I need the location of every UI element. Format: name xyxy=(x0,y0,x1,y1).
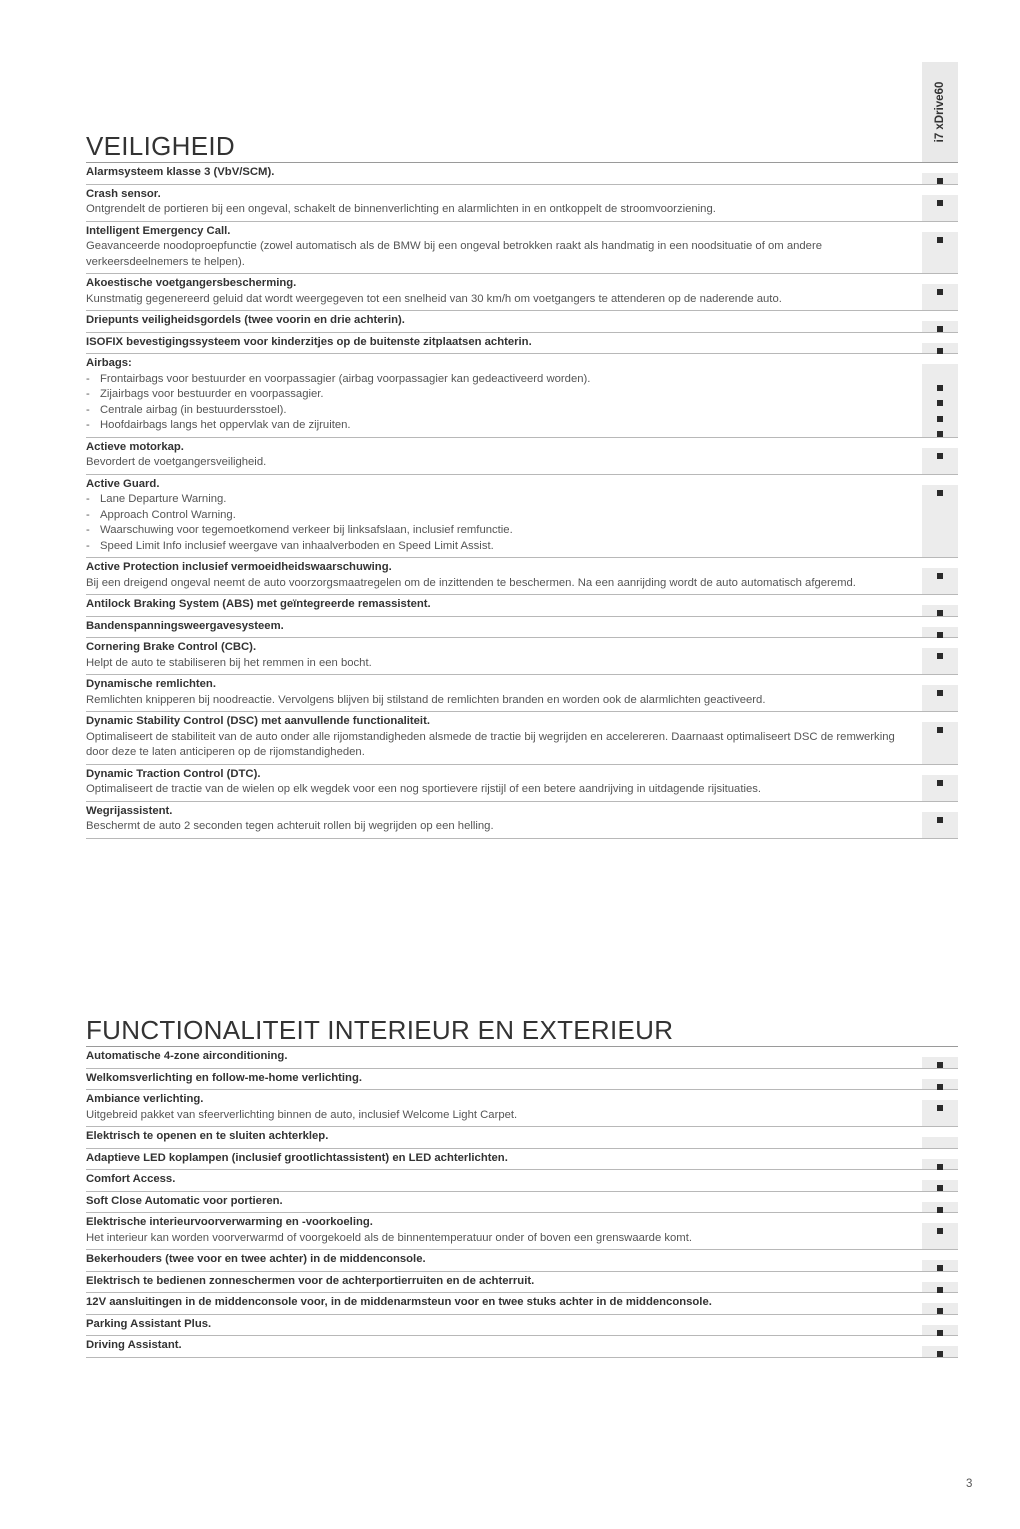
standard-mark xyxy=(937,1105,943,1111)
feature-text xyxy=(86,1293,922,1314)
feature-title: Crash sensor. xyxy=(86,187,161,200)
availability-cell xyxy=(922,802,958,838)
feature-bullet: - Waarschuwing voor tegemoetkomend verkeer bij linksafslaan, inclusief remfunctie. xyxy=(86,524,513,536)
feature-bullet: - Centrale airbag (in bestuurdersstoel). xyxy=(86,403,287,416)
feature-title: Driepunts veiligheidsgordels (twee voorin en drie achterin). xyxy=(86,314,405,326)
section-title: VEILIGHEID xyxy=(86,131,235,161)
section-header xyxy=(86,62,958,163)
feature-title: Soft Close Automatic voor portieren. xyxy=(86,1194,283,1207)
standard-mark xyxy=(937,490,943,496)
bullet-text: Frontairbags voor bestuurder en voorpassagier (airbag voorpassagier kan gedeactiveerd worden). xyxy=(100,372,591,385)
feature-description: Het interieur kan worden voorverwarmd of voorgekoeld als de binnentemperatuur onder of boven een grenswaarde komt. xyxy=(86,1231,692,1244)
standard-mark xyxy=(937,237,943,243)
feature-row xyxy=(86,1127,958,1149)
feature-row xyxy=(86,1250,958,1272)
availability-cell xyxy=(922,333,958,354)
feature-row xyxy=(86,558,958,595)
feature-text xyxy=(86,1170,922,1191)
availability-cell xyxy=(922,1047,958,1068)
standard-mark xyxy=(937,385,943,391)
feature-description: Geavanceerde noodoproepfunctie (zowel automatisch als de BMW bij een ongeval betrokken raakt als handmatig in een noodsituatie of om andere verkeersdeelnemers te helpen). xyxy=(86,240,823,268)
feature-text xyxy=(86,558,922,594)
standard-mark xyxy=(937,453,943,459)
feature-text xyxy=(86,438,922,474)
feature-row xyxy=(86,638,958,675)
feature-row xyxy=(86,1213,958,1250)
availability-cell xyxy=(922,163,958,184)
feature-title: Adaptieve LED koplampen (inclusief grootlichtassistent) en LED achterlichten. xyxy=(86,1151,508,1164)
availability-cell xyxy=(922,475,958,558)
feature-text xyxy=(86,1213,922,1249)
feature-title: Active Guard. xyxy=(86,477,160,490)
feature-title: Active Protection inclusief vermoeidheidswaarschuwing. xyxy=(86,561,392,573)
feature-description: Ontgrendelt de portieren bij een ongeval, schakelt de binnenverlichting en alarmlichten in en ontkoppelt de stroomvoorziening. xyxy=(86,203,716,215)
feature-title: Dynamische remlichten. xyxy=(86,678,216,690)
feature-description: Optimaliseert de stabiliteit van de auto onder alle rijomstandigheden alsmede de tractie bij wegrijden en accelereren. Daarnaast optimaliseert DSC de remwerking door deze te laten anticiperen op de rijomstandigheden. xyxy=(86,730,895,758)
standard-mark xyxy=(937,1351,943,1357)
section-title: FUNCTIONALITEIT INTERIEUR EN EXTERIEUR xyxy=(86,1015,674,1045)
feature-text xyxy=(86,712,922,764)
standard-mark xyxy=(937,1207,943,1213)
standard-mark xyxy=(937,326,943,332)
feature-row xyxy=(86,765,958,802)
feature-description: Uitgebreid pakket van sfeerverlichting binnen de auto, inclusief Welcome Light Carpet. xyxy=(86,1108,518,1121)
feature-title: Bekerhouders (twee voor en twee achter) in de middenconsole. xyxy=(86,1253,426,1265)
standard-mark xyxy=(937,1185,943,1191)
feature-text xyxy=(86,675,922,711)
feature-row xyxy=(86,274,958,311)
bullet-text: Speed Limit Info inclusief weergave van inhaalverboden en Speed Limit Assist. xyxy=(100,539,494,552)
feature-bullet: - Speed Limit Info inclusief weergave van inhaalverboden en Speed Limit Assist. xyxy=(86,539,494,552)
feature-row xyxy=(86,438,958,475)
feature-description: Kunstmatig gegenereerd geluid dat wordt weergegeven tot een snelheid van 30 km/h om voetgangers te attenderen op de naderende auto. xyxy=(86,292,782,305)
feature-description: Bij een dreigend ongeval neemt de auto voorzorgsmaatregelen om de inzittenden te beschermen. Na een aanrijding wordt de auto automatisch afgeremd. xyxy=(86,576,856,589)
feature-text xyxy=(86,1069,922,1090)
feature-text xyxy=(86,1250,922,1271)
feature-title: Automatische 4-zone airconditioning. xyxy=(86,1050,288,1062)
feature-title: Driving Assistant. xyxy=(86,1339,182,1351)
availability-cell xyxy=(922,1069,958,1090)
feature-text xyxy=(86,222,922,274)
availability-cell xyxy=(922,1250,958,1271)
section-veiligheid xyxy=(86,62,958,839)
availability-cell xyxy=(922,1192,958,1213)
availability-cell xyxy=(922,354,958,437)
feature-row xyxy=(86,163,958,185)
standard-mark xyxy=(937,1062,943,1068)
feature-row xyxy=(86,675,958,712)
availability-cell xyxy=(922,438,958,474)
feature-text xyxy=(86,1192,922,1213)
standard-mark xyxy=(937,400,943,406)
feature-title: Wegrijassistent. xyxy=(86,804,173,817)
standard-mark xyxy=(937,690,943,696)
feature-row xyxy=(86,1149,958,1171)
feature-title: Ambiance verlichting. xyxy=(86,1093,204,1105)
standard-mark xyxy=(937,1084,943,1090)
bullet-text: Centrale airbag (in bestuurdersstoel). xyxy=(100,403,287,416)
standard-mark xyxy=(937,1265,943,1271)
feature-bullet: - Zijairbags voor bestuurder en voorpassagier. xyxy=(86,388,324,400)
standard-mark xyxy=(937,1308,943,1314)
feature-bullet: - Frontairbags voor bestuurder en voorpassagier (airbag voorpassagier kan gedeactiveerd worden). xyxy=(86,372,591,385)
feature-row xyxy=(86,1293,958,1315)
availability-cell xyxy=(922,1315,958,1336)
feature-row xyxy=(86,1047,958,1069)
availability-cell xyxy=(922,1127,958,1148)
model-column-header xyxy=(922,62,958,162)
standard-mark xyxy=(937,200,943,206)
availability-cell xyxy=(922,185,958,221)
standard-mark xyxy=(937,178,943,184)
standard-mark xyxy=(937,780,943,786)
feature-title: ISOFIX bevestigingssysteem voor kinderzitjes op de buitenste zitplaatsen achterin. xyxy=(86,335,532,348)
feature-row xyxy=(86,475,958,559)
feature-row xyxy=(86,1069,958,1091)
feature-text xyxy=(86,185,922,221)
feature-title: Parking Assistant Plus. xyxy=(86,1317,212,1330)
feature-text xyxy=(86,617,922,638)
feature-list xyxy=(86,163,958,839)
feature-text xyxy=(86,802,922,838)
feature-title: Bandenspanningsweergavesysteem. xyxy=(86,619,284,632)
section-header xyxy=(86,1002,958,1047)
availability-cell xyxy=(922,617,958,638)
standard-mark xyxy=(937,573,943,579)
feature-row xyxy=(86,1336,958,1358)
feature-title: Akoestische voetgangersbescherming. xyxy=(86,277,297,289)
availability-cell xyxy=(922,1293,958,1314)
standard-mark xyxy=(937,632,943,638)
feature-title: Alarmsysteem klasse 3 (VbV/SCM). xyxy=(86,166,275,178)
feature-row xyxy=(86,1090,958,1127)
feature-text xyxy=(86,595,922,616)
feature-title: Airbags: xyxy=(86,357,132,369)
standard-mark xyxy=(937,1287,943,1293)
standard-mark xyxy=(937,1330,943,1336)
feature-text xyxy=(86,354,922,437)
feature-description: Remlichten knipperen bij noodreactie. Vervolgens blijven bij stilstand de remlichten branden en worden ook de alarmlichten geactiveerd. xyxy=(86,693,766,706)
feature-title: Welkomsverlichting en follow-me-home verlichting. xyxy=(86,1071,362,1084)
bullet-text: Hoofdairbags langs het oppervlak van de zijruiten. xyxy=(100,419,351,431)
feature-text xyxy=(86,163,922,184)
availability-cell xyxy=(922,712,958,764)
standard-mark xyxy=(937,727,943,733)
feature-row xyxy=(86,1315,958,1337)
model-name: i7 xDrive60 xyxy=(934,81,946,143)
feature-row xyxy=(86,333,958,355)
availability-cell xyxy=(922,1149,958,1170)
feature-bullet: - Lane Departure Warning. xyxy=(86,493,227,505)
availability-cell xyxy=(922,274,958,310)
availability-cell xyxy=(922,558,958,594)
feature-row xyxy=(86,712,958,765)
feature-row xyxy=(86,1170,958,1192)
feature-description: Bevordert de voetgangersveiligheid. xyxy=(86,456,267,468)
standard-mark xyxy=(937,1164,943,1170)
availability-cell xyxy=(922,765,958,801)
feature-row xyxy=(86,595,958,617)
feature-text xyxy=(86,1149,922,1170)
feature-row xyxy=(86,354,958,438)
feature-title: Dynamic Stability Control (DSC) met aanvullende functionaliteit. xyxy=(86,715,430,727)
feature-row xyxy=(86,311,958,333)
standard-mark xyxy=(937,348,943,354)
feature-description: Optimaliseert de tractie van de wielen op elk wegdek voor een nog sportievere rijstijl of een betere aandrijving in uitdagende rijsituaties. xyxy=(86,783,762,795)
feature-title: Actieve motorkap. xyxy=(86,440,184,453)
bullet-text: Waarschuwing voor tegemoetkomend verkeer bij linksafslaan, inclusief remfunctie. xyxy=(100,524,513,536)
bullet-text: Approach Control Warning. xyxy=(100,508,236,521)
feature-title: 12V aansluitingen in de middenconsole voor, in de middenarmsteun voor en twee stuks achter in de middenconsole. xyxy=(86,1296,712,1308)
bullet-text: Zijairbags voor bestuurder en voorpassagier. xyxy=(100,388,324,400)
feature-text xyxy=(86,1127,922,1148)
standard-mark xyxy=(937,653,943,659)
feature-title: Elektrisch te openen en te sluiten achterklep. xyxy=(86,1130,329,1142)
feature-bullet: - Hoofdairbags langs het oppervlak van de zijruiten. xyxy=(86,419,351,431)
feature-text xyxy=(86,475,922,558)
feature-title: Comfort Access. xyxy=(86,1173,176,1185)
section-functionaliteit xyxy=(86,1002,958,1358)
availability-cell xyxy=(922,222,958,274)
feature-row xyxy=(86,222,958,275)
feature-text xyxy=(86,765,922,801)
feature-row xyxy=(86,1272,958,1294)
availability-cell xyxy=(922,1213,958,1249)
availability-cell xyxy=(922,638,958,674)
feature-text xyxy=(86,638,922,674)
feature-text xyxy=(86,311,922,332)
bullet-text: Lane Departure Warning. xyxy=(100,493,227,505)
feature-title: Dynamic Traction Control (DTC). xyxy=(86,767,261,780)
standard-mark xyxy=(937,1228,943,1234)
availability-cell xyxy=(922,311,958,332)
feature-title: Elektrische interieurvoorverwarming en -voorkoeling. xyxy=(86,1216,373,1228)
feature-text xyxy=(86,274,922,310)
feature-title: Intelligent Emergency Call. xyxy=(86,224,231,237)
availability-cell xyxy=(922,1090,958,1126)
standard-mark xyxy=(937,416,943,422)
feature-row xyxy=(86,617,958,639)
standard-mark xyxy=(937,610,943,616)
feature-row xyxy=(86,802,958,839)
feature-row xyxy=(86,185,958,222)
feature-title: Elektrisch te bedienen zonneschermen voor de achterportierruiten en de achterruit. xyxy=(86,1274,535,1287)
feature-text xyxy=(86,1090,922,1126)
standard-mark xyxy=(937,817,943,823)
feature-list xyxy=(86,1047,958,1358)
feature-description: Helpt de auto te stabiliseren bij het remmen in een bocht. xyxy=(86,656,372,669)
availability-cell xyxy=(922,675,958,711)
feature-text xyxy=(86,333,922,354)
feature-text xyxy=(86,1315,922,1336)
standard-mark xyxy=(937,289,943,295)
availability-cell xyxy=(922,1170,958,1191)
feature-text xyxy=(86,1336,922,1357)
availability-cell xyxy=(922,1272,958,1293)
availability-cell xyxy=(922,595,958,616)
feature-title: Cornering Brake Control (CBC). xyxy=(86,641,257,653)
feature-row xyxy=(86,1192,958,1214)
standard-mark xyxy=(937,431,943,437)
availability-cell xyxy=(922,1336,958,1357)
feature-text xyxy=(86,1047,922,1068)
feature-text xyxy=(86,1272,922,1293)
feature-title: Antilock Braking System (ABS) met geïntegreerde remassistent. xyxy=(86,598,431,610)
page-number: 3 xyxy=(966,1478,973,1490)
feature-description: Beschermt de auto 2 seconden tegen achteruit rollen bij wegrijden op een helling. xyxy=(86,820,494,832)
feature-bullet: - Approach Control Warning. xyxy=(86,508,236,521)
